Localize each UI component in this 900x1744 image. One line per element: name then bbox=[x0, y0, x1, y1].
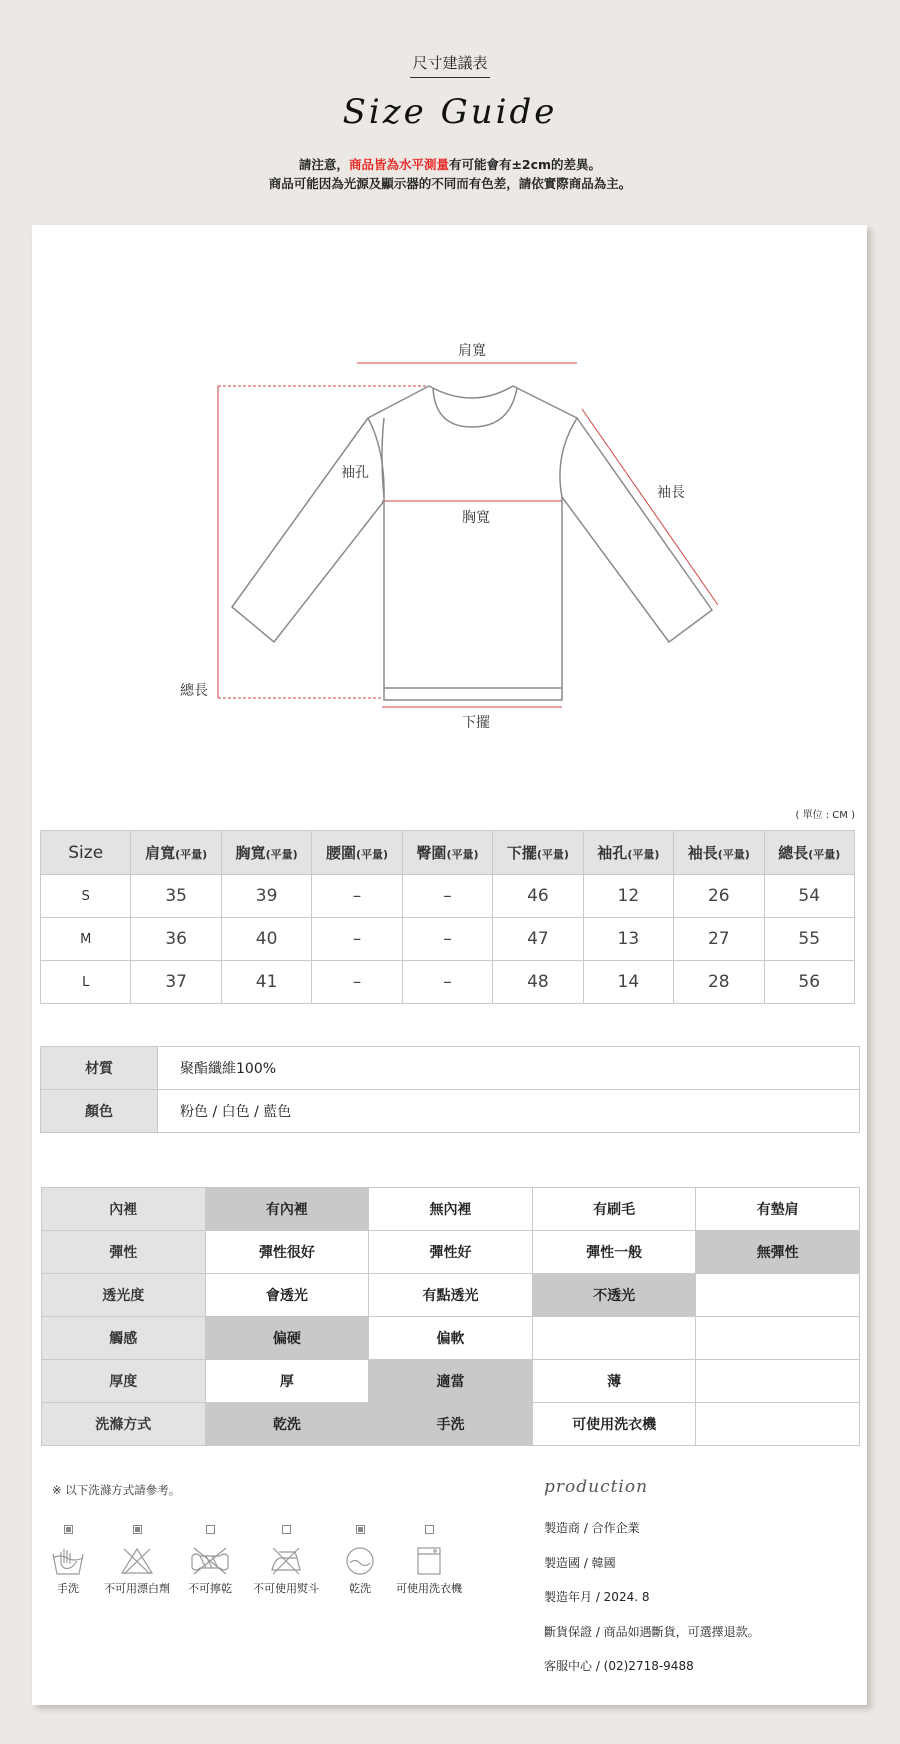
attribute-row bbox=[42, 1360, 860, 1403]
production-title: production bbox=[544, 1477, 649, 1497]
care-checkbox bbox=[282, 1525, 291, 1534]
size-cell: S bbox=[41, 875, 131, 918]
size-table bbox=[40, 830, 855, 1004]
attribute-table bbox=[41, 1187, 860, 1446]
attribute-option-selected: 不透光 bbox=[532, 1274, 696, 1317]
measure-cell: 55 bbox=[764, 918, 855, 961]
care-checkbox bbox=[425, 1525, 434, 1534]
measure-cell: 47 bbox=[493, 918, 583, 961]
size-col-header bbox=[583, 831, 673, 875]
attribute-row bbox=[42, 1403, 860, 1446]
washing-machine-icon bbox=[394, 1546, 464, 1576]
attribute-option: 彈性一般 bbox=[532, 1231, 696, 1274]
size-col-header bbox=[312, 831, 402, 875]
care-label: 不可使用熨斗 bbox=[253, 1582, 319, 1595]
measure-cell: 40 bbox=[221, 918, 311, 961]
size-col-header-label: 袖孔 bbox=[597, 844, 628, 862]
attribute-option-selected: 適當 bbox=[369, 1360, 533, 1403]
care-label: 可使用洗衣機 bbox=[396, 1582, 462, 1595]
material-row bbox=[41, 1090, 860, 1133]
size-table-header-row bbox=[41, 831, 855, 875]
measure-cell: 12 bbox=[583, 875, 673, 918]
attribute-option: 厚 bbox=[205, 1360, 369, 1403]
measure-cell: – bbox=[402, 961, 492, 1004]
material-label: 顏色 bbox=[41, 1090, 158, 1133]
no-wring-icon bbox=[175, 1546, 245, 1576]
page-title: Size Guide bbox=[342, 92, 558, 132]
care-item bbox=[394, 1525, 464, 1596]
size-col-header bbox=[764, 831, 855, 875]
production-line: 製造商 / 合作企業 bbox=[544, 1521, 640, 1535]
size-col-header-sub: (平量) bbox=[175, 848, 208, 861]
attribute-option-selected: 乾洗 bbox=[205, 1403, 369, 1446]
measure-cell: 37 bbox=[131, 961, 221, 1004]
label-hem: 下擺 bbox=[462, 715, 490, 731]
care-item bbox=[251, 1525, 321, 1596]
attribute-option-selected: 無彈性 bbox=[696, 1231, 860, 1274]
attribute-option: 可使用洗衣機 bbox=[532, 1403, 696, 1446]
material-value: 聚酯纖維100% bbox=[158, 1047, 860, 1090]
attribute-option: 有點透光 bbox=[369, 1274, 533, 1317]
measure-cell: – bbox=[402, 875, 492, 918]
care-item bbox=[102, 1525, 172, 1596]
size-col-header bbox=[674, 831, 764, 875]
size-table-row bbox=[41, 918, 855, 961]
care-item bbox=[175, 1525, 245, 1596]
size-col-header bbox=[493, 831, 583, 875]
attribute-option: 有刷毛 bbox=[532, 1188, 696, 1231]
no-iron-icon bbox=[251, 1546, 321, 1576]
measure-cell: 36 bbox=[131, 918, 221, 961]
size-col-header bbox=[41, 831, 131, 875]
measure-cell: – bbox=[312, 961, 402, 1004]
header-subtitle-wrap bbox=[0, 52, 900, 78]
measurement-notice bbox=[0, 155, 900, 193]
production-line: 製造國 / 韓國 bbox=[544, 1555, 616, 1570]
attribute-label: 透光度 bbox=[42, 1274, 206, 1317]
header-subtitle: 尺寸建議表 bbox=[410, 52, 489, 78]
attribute-option: 有墊肩 bbox=[696, 1188, 860, 1231]
measure-cell: 27 bbox=[674, 918, 764, 961]
measure-cell: – bbox=[312, 918, 402, 961]
measure-cell: – bbox=[312, 875, 402, 918]
attribute-option: 無內裡 bbox=[369, 1188, 533, 1231]
size-col-header-label: 臀圍 bbox=[416, 844, 447, 862]
label-chest: 胸寬 bbox=[462, 510, 490, 526]
unit-label: ( 單位 : CM ) bbox=[795, 810, 855, 821]
measure-cell: 48 bbox=[493, 961, 583, 1004]
attribute-option: 薄 bbox=[532, 1360, 696, 1403]
notice-text-a: 請注意， bbox=[298, 157, 349, 172]
material-label: 材質 bbox=[41, 1047, 158, 1090]
size-col-header-label: 袖長 bbox=[687, 844, 718, 862]
attribute-label: 彈性 bbox=[42, 1231, 206, 1274]
no-bleach-icon bbox=[102, 1546, 172, 1576]
attribute-option: 偏軟 bbox=[369, 1317, 533, 1360]
attribute-option bbox=[696, 1360, 860, 1403]
attribute-option bbox=[696, 1274, 860, 1317]
measure-cell: 56 bbox=[764, 961, 855, 1004]
size-col-header bbox=[131, 831, 221, 875]
label-shoulder: 肩寬 bbox=[458, 343, 486, 359]
garment-diagram bbox=[32, 225, 867, 785]
material-table bbox=[40, 1046, 860, 1133]
label-length: 總長 bbox=[180, 683, 208, 699]
dry-clean-icon bbox=[325, 1546, 395, 1576]
size-col-header-label: 總長 bbox=[778, 844, 809, 862]
size-col-header-sub: (平量) bbox=[446, 848, 479, 861]
care-checkbox bbox=[133, 1525, 142, 1534]
measure-cell: 54 bbox=[764, 875, 855, 918]
measure-cell: 39 bbox=[221, 875, 311, 918]
attribute-option-selected: 手洗 bbox=[369, 1403, 533, 1446]
material-value: 粉色 / 白色 / 藍色 bbox=[158, 1090, 860, 1133]
attribute-row bbox=[42, 1231, 860, 1274]
care-checkbox bbox=[206, 1525, 215, 1534]
attribute-option: 彈性很好 bbox=[205, 1231, 369, 1274]
attribute-label: 觸感 bbox=[42, 1317, 206, 1360]
size-col-header-label: 下擺 bbox=[506, 844, 537, 862]
size-col-header-sub: (平量) bbox=[717, 848, 750, 861]
attribute-option bbox=[696, 1317, 860, 1360]
size-col-header-label: 胸寬 bbox=[235, 844, 266, 862]
measure-cell: 28 bbox=[674, 961, 764, 1004]
measure-cell: 46 bbox=[493, 875, 583, 918]
care-item bbox=[33, 1525, 103, 1596]
size-col-header-sub: (平量) bbox=[356, 848, 389, 861]
size-col-header-label: Size bbox=[68, 842, 104, 863]
size-col-header-sub: (平量) bbox=[265, 848, 298, 861]
label-sleeve: 袖長 bbox=[657, 485, 685, 501]
size-col-header-label: 腰圍 bbox=[325, 844, 356, 862]
size-table-row bbox=[41, 961, 855, 1004]
production-line: 客服中心 / (02)2718-9488 bbox=[544, 1659, 694, 1673]
size-col-header bbox=[402, 831, 492, 875]
size-cell: L bbox=[41, 961, 131, 1004]
size-col-header-sub: (平量) bbox=[536, 848, 569, 861]
size-guide-card bbox=[32, 225, 867, 1705]
attribute-option bbox=[696, 1403, 860, 1446]
care-checkbox bbox=[64, 1525, 73, 1534]
size-table-row bbox=[41, 875, 855, 918]
attribute-row bbox=[42, 1188, 860, 1231]
size-col-header-sub: (平量) bbox=[627, 848, 660, 861]
production-line: 斷貨保證 / 商品如遇斷貨，可選擇退款。 bbox=[544, 1624, 760, 1639]
attribute-option bbox=[532, 1317, 696, 1360]
attribute-label: 厚度 bbox=[42, 1360, 206, 1403]
material-row bbox=[41, 1047, 860, 1090]
measure-cell: 41 bbox=[221, 961, 311, 1004]
measure-cell: 26 bbox=[674, 875, 764, 918]
attribute-label: 內裡 bbox=[42, 1188, 206, 1231]
measure-cell: – bbox=[402, 918, 492, 961]
size-col-header-label: 肩寬 bbox=[145, 844, 176, 862]
production-line: 製造年月 / 2024. 8 bbox=[544, 1590, 650, 1604]
measure-cell: 14 bbox=[583, 961, 673, 1004]
notice-text-line2: 商品可能因為光源及顯示器的不同而有色差，請依實際商品為主。 bbox=[268, 176, 632, 191]
measure-cell: 35 bbox=[131, 875, 221, 918]
attribute-row bbox=[42, 1274, 860, 1317]
label-armhole: 袖孔 bbox=[341, 465, 369, 481]
attribute-label: 洗滌方式 bbox=[42, 1403, 206, 1446]
hand-wash-icon bbox=[33, 1546, 103, 1576]
attribute-option: 會透光 bbox=[205, 1274, 369, 1317]
attribute-option: 彈性好 bbox=[369, 1231, 533, 1274]
size-cell: M bbox=[41, 918, 131, 961]
care-note: ※ 以下洗滌方式請參考。 bbox=[52, 1483, 181, 1497]
care-label: 不可用漂白劑 bbox=[104, 1582, 170, 1595]
measure-cell: 13 bbox=[583, 918, 673, 961]
attribute-option-selected: 偏硬 bbox=[205, 1317, 369, 1360]
size-col-header bbox=[221, 831, 311, 875]
notice-text-b: 有可能會有±2cm的差異。 bbox=[448, 157, 602, 172]
notice-text-highlight: 商品皆為水平測量 bbox=[348, 157, 449, 172]
care-label: 不可擰乾 bbox=[188, 1582, 232, 1595]
care-label: 乾洗 bbox=[349, 1582, 371, 1595]
care-label: 手洗 bbox=[57, 1582, 79, 1595]
size-col-header-sub: (平量) bbox=[808, 848, 841, 861]
attribute-option-selected: 有內裡 bbox=[205, 1188, 369, 1231]
care-item bbox=[325, 1525, 395, 1596]
sweater-outline-icon bbox=[32, 225, 867, 785]
attribute-row bbox=[42, 1317, 860, 1360]
care-checkbox bbox=[356, 1525, 365, 1534]
